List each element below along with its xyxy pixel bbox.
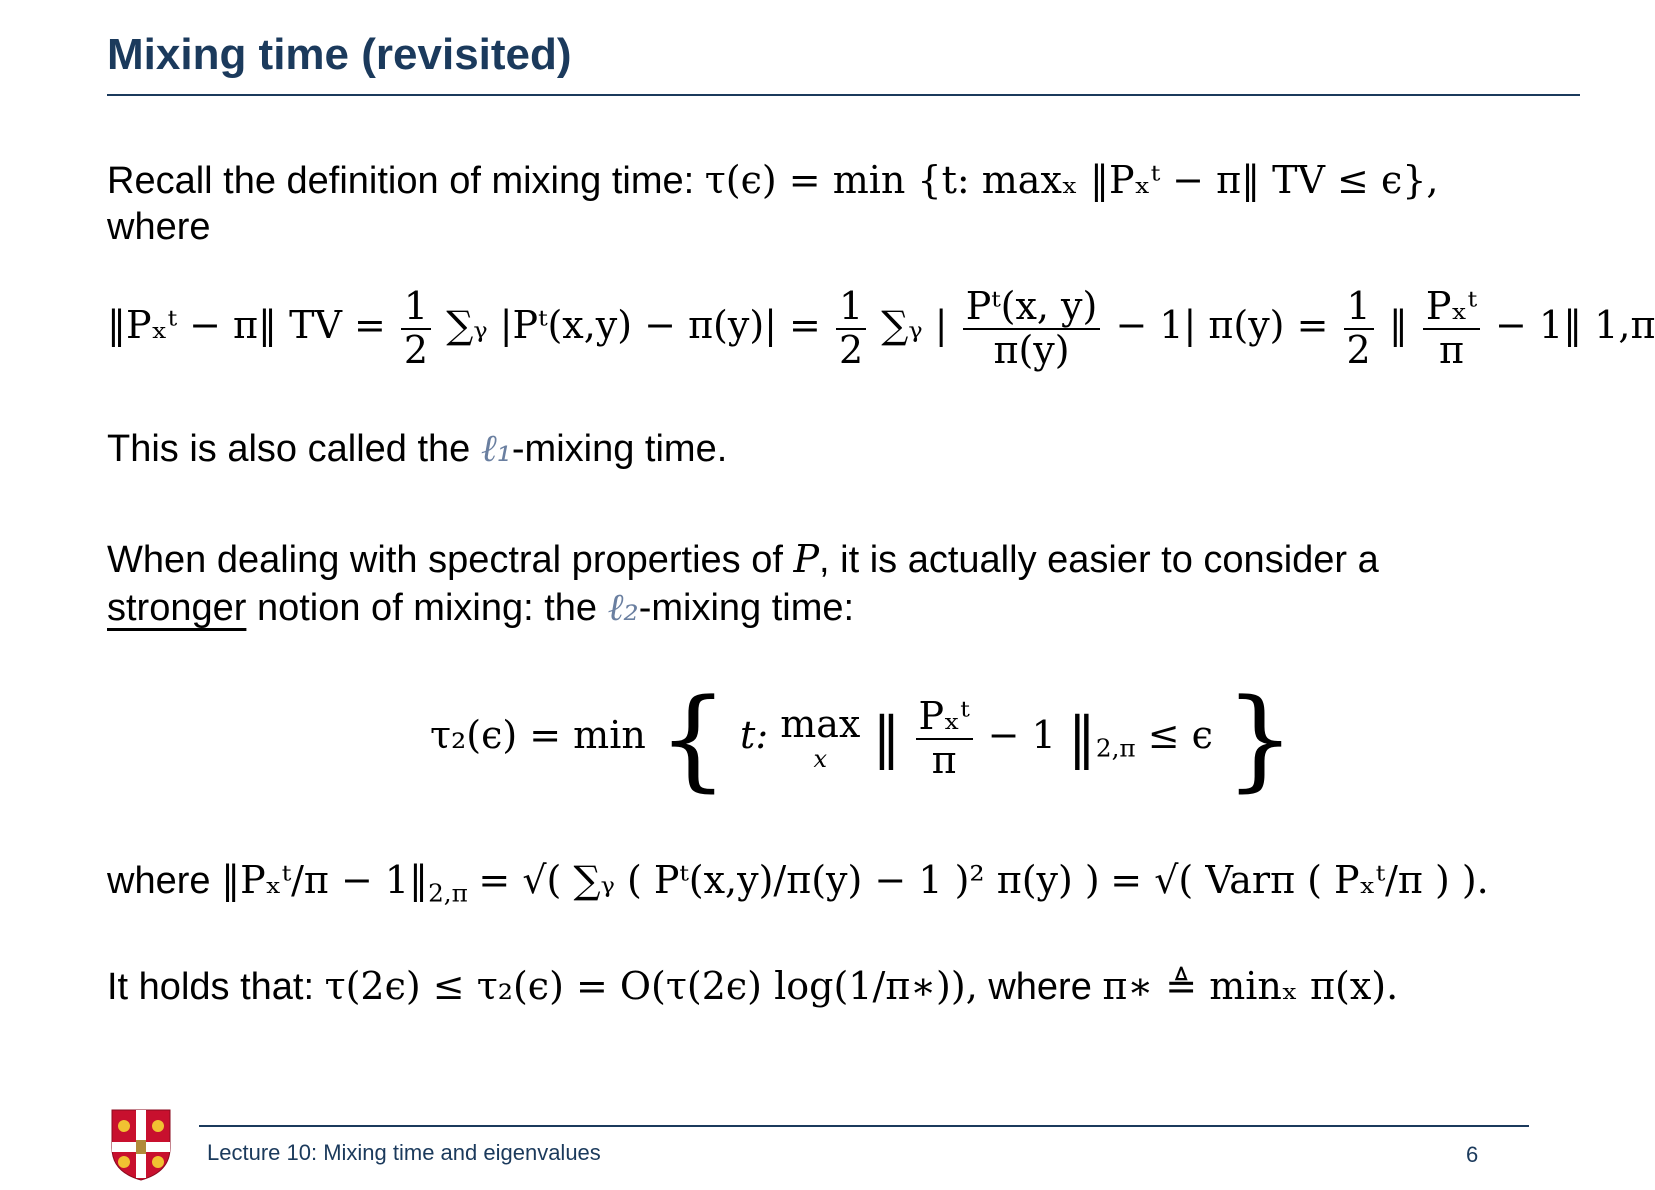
stronger-word: stronger — [107, 587, 247, 629]
footer-divider — [199, 1125, 1529, 1127]
half-fraction-2: $\frac{1}{2}$ — [836, 286, 866, 372]
spectral-text-1: When dealing with spectral properties of — [107, 539, 794, 581]
tv-eq-lhs: ‖Pₓᵗ − π‖ TV = — [107, 303, 386, 347]
footer-lecture: Lecture 10: Mixing time and eigenvalues — [207, 1140, 601, 1165]
where2-sqrt1: = √( ∑ᵧ ( Pᵗ(x,y)/π(y) − 1 )² π(y) ) — [478, 858, 1100, 902]
where2-sqrt2: = √( Varπ ( Pₓᵗ/π ) ). — [1110, 858, 1489, 902]
spectral-line-2 — [107, 585, 854, 630]
tau2-norm-open: ‖ — [872, 705, 901, 771]
holds-line — [107, 964, 1398, 1009]
tau2-equation — [430, 674, 1296, 804]
tau2-lhs: τ₂(ϵ) = min — [430, 713, 646, 757]
page-number: 6 — [1466, 1142, 1479, 1167]
tau2-brace-close: } — [1225, 674, 1296, 803]
where2-line — [107, 858, 1489, 908]
tv-ratio-fraction: $\frac{\text{Pᵗ(x, y)}}{\pi(y)}$ — [963, 286, 1101, 372]
l1-text-before: This is also called the — [107, 428, 481, 470]
tau2-brace-open: { — [657, 674, 728, 803]
holds-text: It holds that: — [107, 966, 325, 1008]
l1-line — [107, 426, 727, 471]
where2-norm-sub: 2,π — [428, 878, 468, 908]
where2-norm: ‖Pₓᵗ/π − 1‖ — [221, 858, 429, 902]
tv-eq-part2: ∑ᵧ | — [881, 303, 948, 347]
where2-word: where — [107, 860, 211, 902]
tau2-le: ≤ ϵ — [1147, 713, 1213, 757]
where-word: where — [107, 206, 211, 248]
tau2-norm-close: ‖ — [1067, 705, 1096, 771]
university-crest-icon — [110, 1108, 172, 1182]
tv-eq-part3: − 1| π(y) = — [1115, 303, 1329, 347]
spectral-text-4: -mixing time: — [638, 587, 855, 629]
tau2-fraction: $\frac{\text{Pₓᵗ}}{\pi}$ — [916, 696, 973, 782]
tv-eq-part5: − 1‖ 1,π — [1495, 303, 1655, 347]
tau2-norm-sub: 2,π — [1095, 733, 1136, 763]
l1-symbol: ℓ₁ — [480, 426, 512, 470]
tv-eq-part4: ‖ — [1388, 303, 1408, 347]
half-fraction-3: $\frac{1}{2}$ — [1344, 286, 1374, 372]
spectral-text-2: , it is actually easier to consider a — [819, 539, 1379, 581]
spectral-P: P — [793, 537, 820, 581]
recall-formula: τ(ϵ) = min {t: maxₓ ‖Pₓᵗ − π‖ TV ≤ ϵ}, — [704, 158, 1439, 202]
holds-formula: τ(2ϵ) ≤ τ₂(ϵ) = O(τ(2ϵ) log(1/π∗)), — [324, 964, 978, 1008]
px-over-pi-fraction: $\frac{\text{Pₓᵗ}}{\pi}$ — [1423, 286, 1480, 372]
tau2-t: t: — [740, 713, 769, 757]
tv-eq-part1: ∑ᵧ |Pᵗ(x,y) − π(y)| = — [446, 303, 821, 347]
title-divider — [107, 94, 1580, 96]
spectral-line-1 — [107, 537, 1379, 582]
slide-title: Mixing time (revisited) — [107, 30, 572, 79]
holds-where: where — [977, 966, 1103, 1008]
spectral-text-3: notion of mixing: the — [246, 587, 608, 629]
tau2-minus1: − 1 — [987, 713, 1056, 757]
tau2-max: max x — [780, 702, 861, 774]
recall-text: Recall the definition of mixing time: — [107, 160, 695, 202]
recall-line — [107, 158, 1438, 203]
holds-def: π∗ ≜ minₓ π(x). — [1102, 964, 1399, 1008]
tv-equation — [107, 280, 1655, 371]
half-fraction: $\frac{1}{2}$ — [401, 286, 431, 372]
l1-text-after: -mixing time. — [511, 428, 728, 470]
l2-symbol: ℓ₂ — [607, 585, 639, 629]
